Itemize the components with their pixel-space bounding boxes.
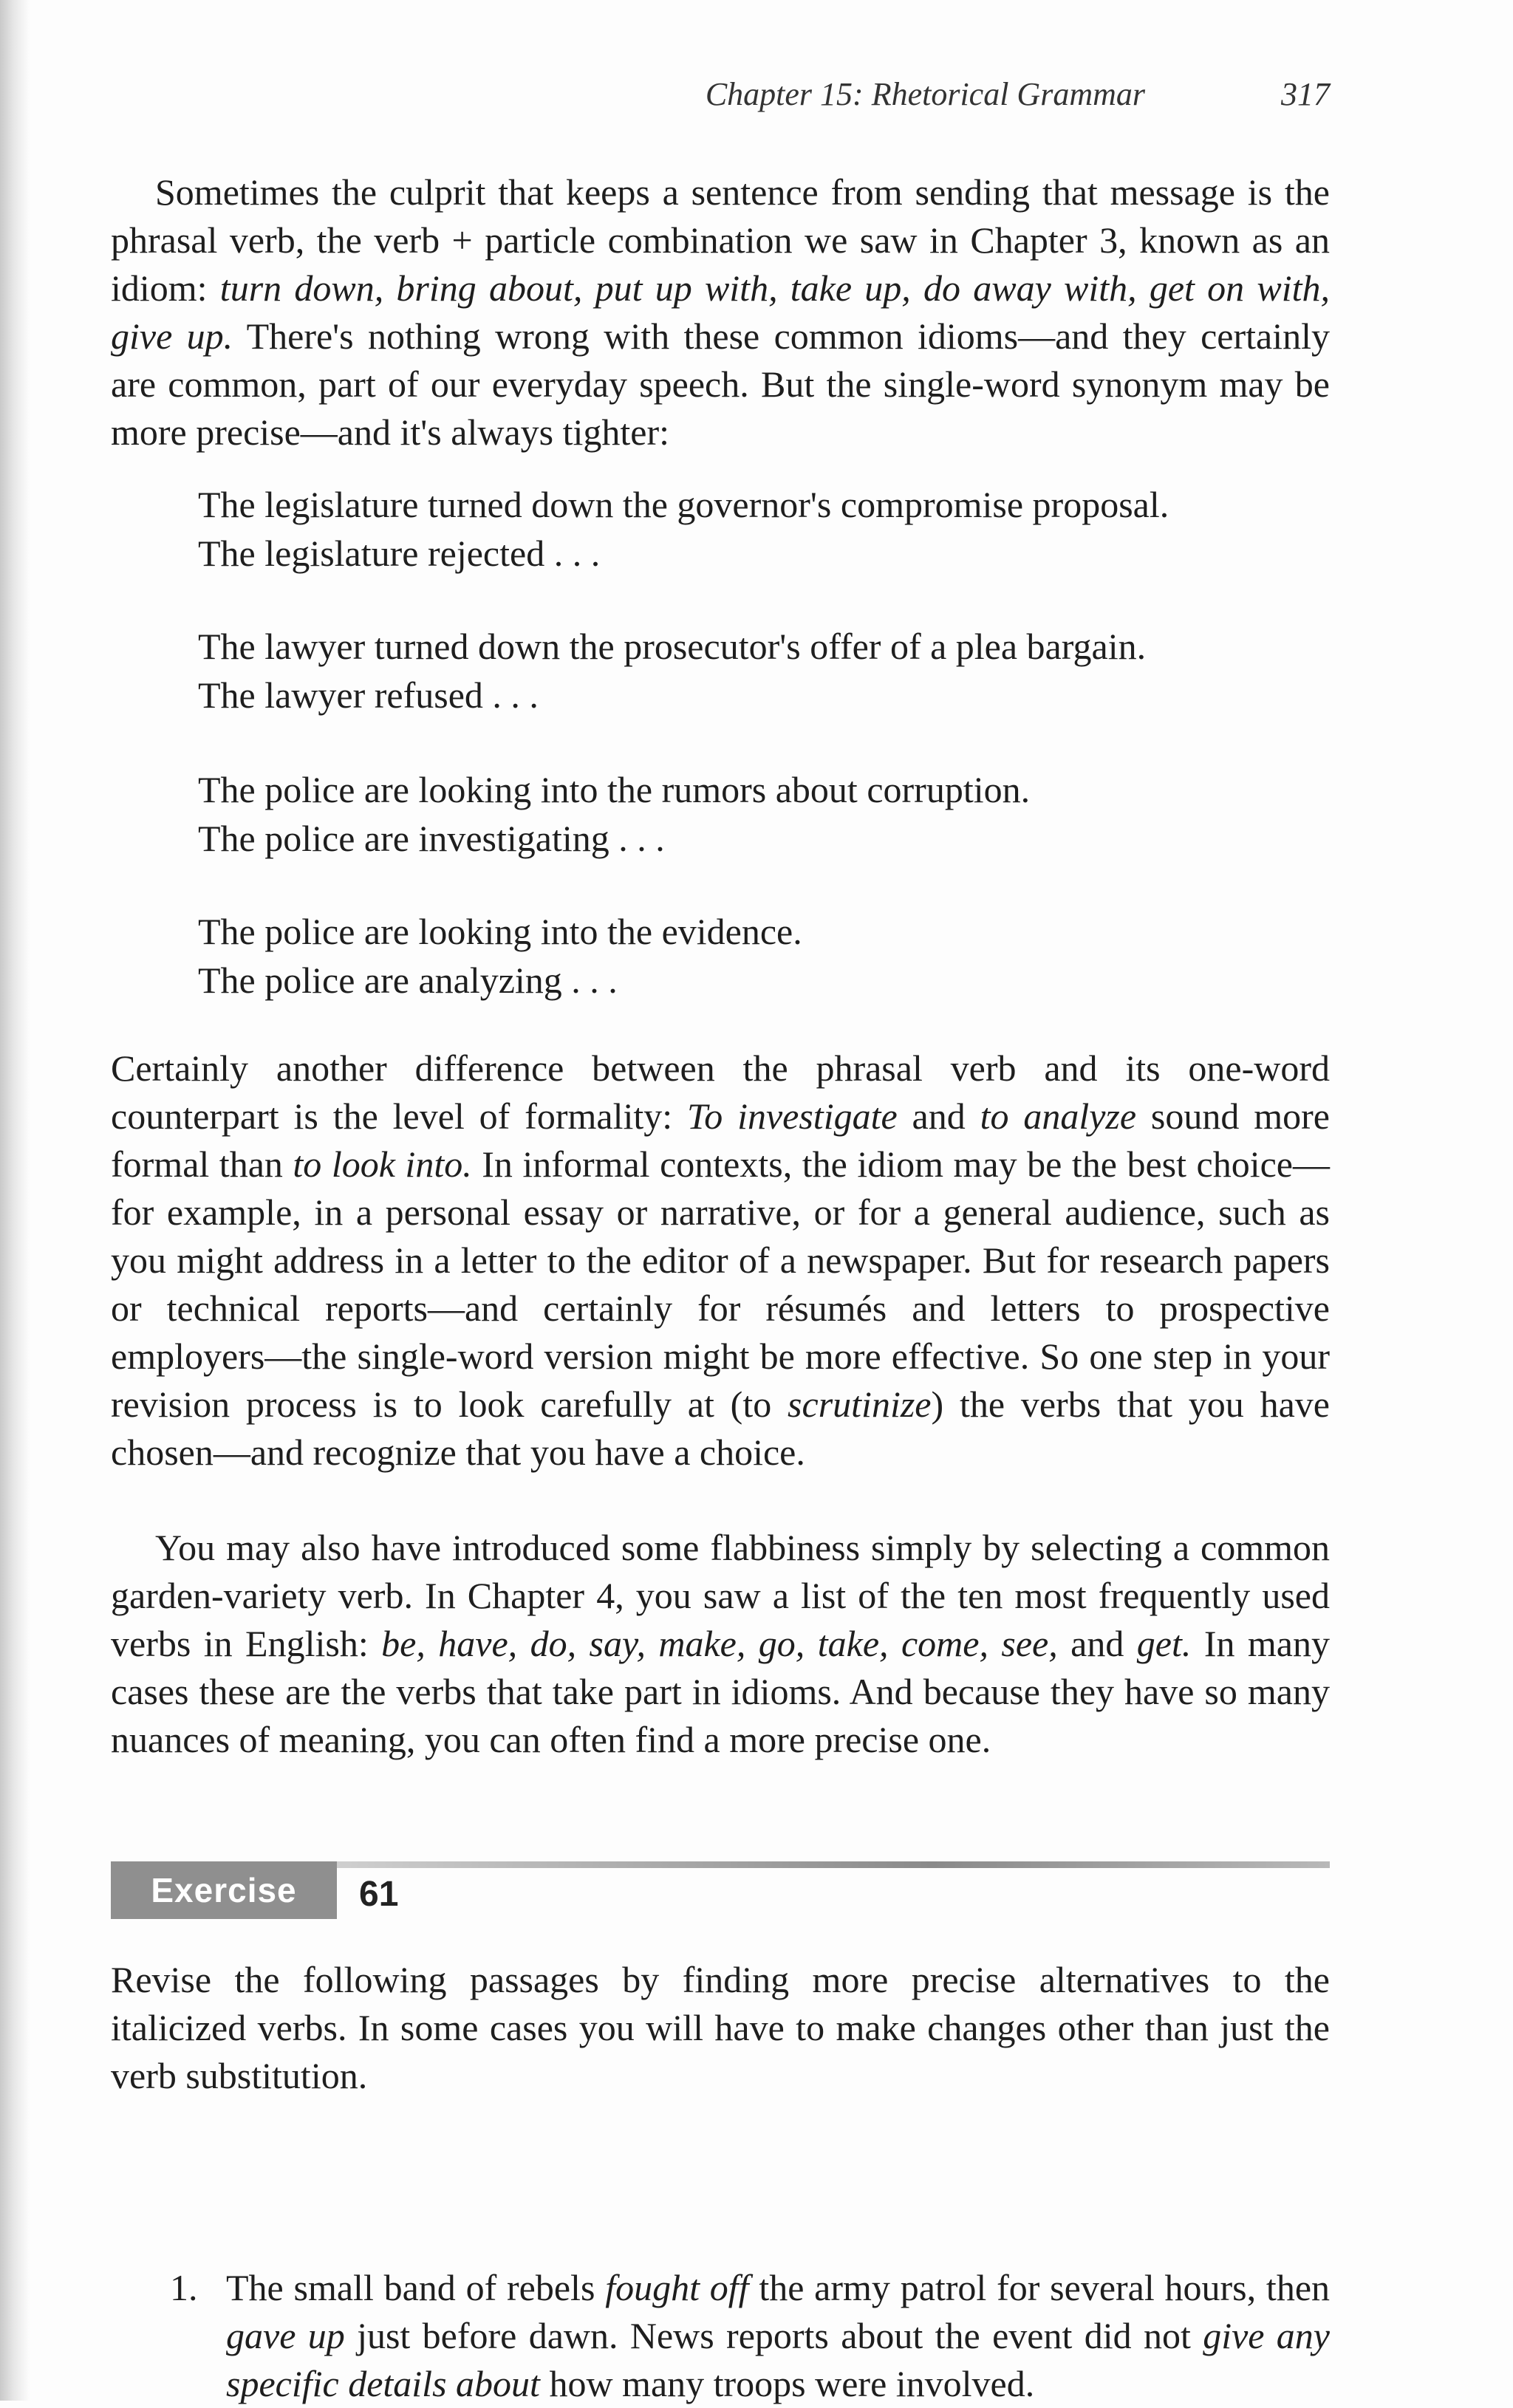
paragraph-formality — [111, 1044, 1330, 1477]
italic-verb: gave up — [226, 2315, 345, 2356]
instructions-text: Revise the following passages by finding more precise alternatives to the italicized verbs. In some cases you will have to make changes other than just the verb substitution. — [111, 1959, 1330, 2096]
exercise-item — [170, 2264, 1330, 2408]
text: The small band of rebels — [226, 2267, 606, 2308]
paragraph-common-verbs — [111, 1524, 1330, 1764]
page-edge-shadow — [0, 0, 30, 2401]
exercise-label: Exercise — [111, 1861, 337, 1919]
italic-verb: give any specific details about — [226, 2315, 1330, 2404]
italic-term: get. — [1136, 1623, 1192, 1664]
italic-verb: fought off — [605, 2267, 749, 2308]
text: In informal contexts, the idiom may be the best choice—for example, in a personal essay or narrative, or for a general audience, such as you might address in a letter to the editor of a newspaper. But for research papers or technical reports—and certainly for résumés and letters to prospective employers—the single-word version might be more effective. So one step in your revision process is to look carefully at (to — [111, 1143, 1330, 1425]
text: sound more formal than — [111, 1095, 1330, 1185]
text: ) the verbs that you have chosen—and recognize that you have a choice. — [111, 1383, 1330, 1473]
italic-verb-list: be, have, do, say, make, go, take, come, see, — [381, 1623, 1058, 1664]
example-revision: The police are investigating . . . — [198, 818, 665, 859]
exercise-instructions — [111, 1956, 1330, 2100]
paragraph-phrasal-verbs — [111, 168, 1330, 456]
item-text — [226, 2264, 1330, 2408]
text: how many troops were involved. — [539, 2363, 1035, 2404]
example-pair — [198, 907, 1336, 1005]
idiom-list: turn down, bring about, put up with, take up, do away with, get on with, give up. — [111, 267, 1330, 357]
running-header — [111, 68, 1330, 120]
example-original: The legislature turned down the governor's compromise proposal. — [198, 484, 1169, 525]
text: the army patrol for several hours, then — [748, 2267, 1331, 2308]
example-pair — [198, 622, 1336, 719]
example-original: The police are looking into the rumors about corruption. — [198, 769, 1031, 810]
chapter-title: Chapter 15: Rhetorical Grammar — [705, 76, 1145, 112]
example-revision: The lawyer refused . . . — [198, 674, 539, 716]
item-number: 1. — [170, 2267, 198, 2308]
example-original: The lawyer turned down the prosecutor's offer of a plea bargain. — [198, 626, 1147, 667]
exercise-heading — [111, 1861, 1330, 1920]
example-revision: The police are analyzing . . . — [198, 960, 618, 1001]
exercise-number: 61 — [359, 1875, 399, 1914]
italic-term: to analyze — [980, 1095, 1137, 1137]
text: In many cases these are the verbs that take part in idioms. And because they have so many nuances of meaning, you can often find a more precise one. — [111, 1623, 1330, 1760]
example-pair — [198, 765, 1336, 863]
italic-term: scrutinize — [788, 1383, 932, 1425]
text: Certainly another difference between the phrasal verb and its one-word counterpart is the level of formality: — [111, 1047, 1330, 1137]
example-pair — [198, 480, 1336, 578]
page-number: 317 — [1281, 76, 1330, 112]
text: and — [897, 1095, 980, 1137]
italic-term: to look into. — [293, 1143, 472, 1185]
text: You may also have introduced some flabbiness simply by selecting a common garden-variety verb. In Chapter 4, you saw a list of the ten most frequently used verbs in English: — [111, 1527, 1330, 1664]
example-revision: The legislature rejected . . . — [198, 533, 601, 574]
example-original: The police are looking into the evidence. — [198, 911, 802, 952]
exercise-rule — [337, 1861, 1330, 1868]
text: and — [1057, 1623, 1137, 1664]
text: Sometimes the culprit that keeps a sentence from sending that message is the phrasal verb, the verb + particle combination we saw in Chapter 3, known as an idiom: — [111, 171, 1330, 309]
text: just before dawn. News reports about the event did not — [344, 2315, 1203, 2356]
text: There's nothing wrong with these common idioms—and they certainly are common, part of our everyday speech. But the single-word synonym may be more precise—and it's always tighter: — [111, 315, 1330, 453]
italic-term: To investigate — [687, 1095, 898, 1137]
